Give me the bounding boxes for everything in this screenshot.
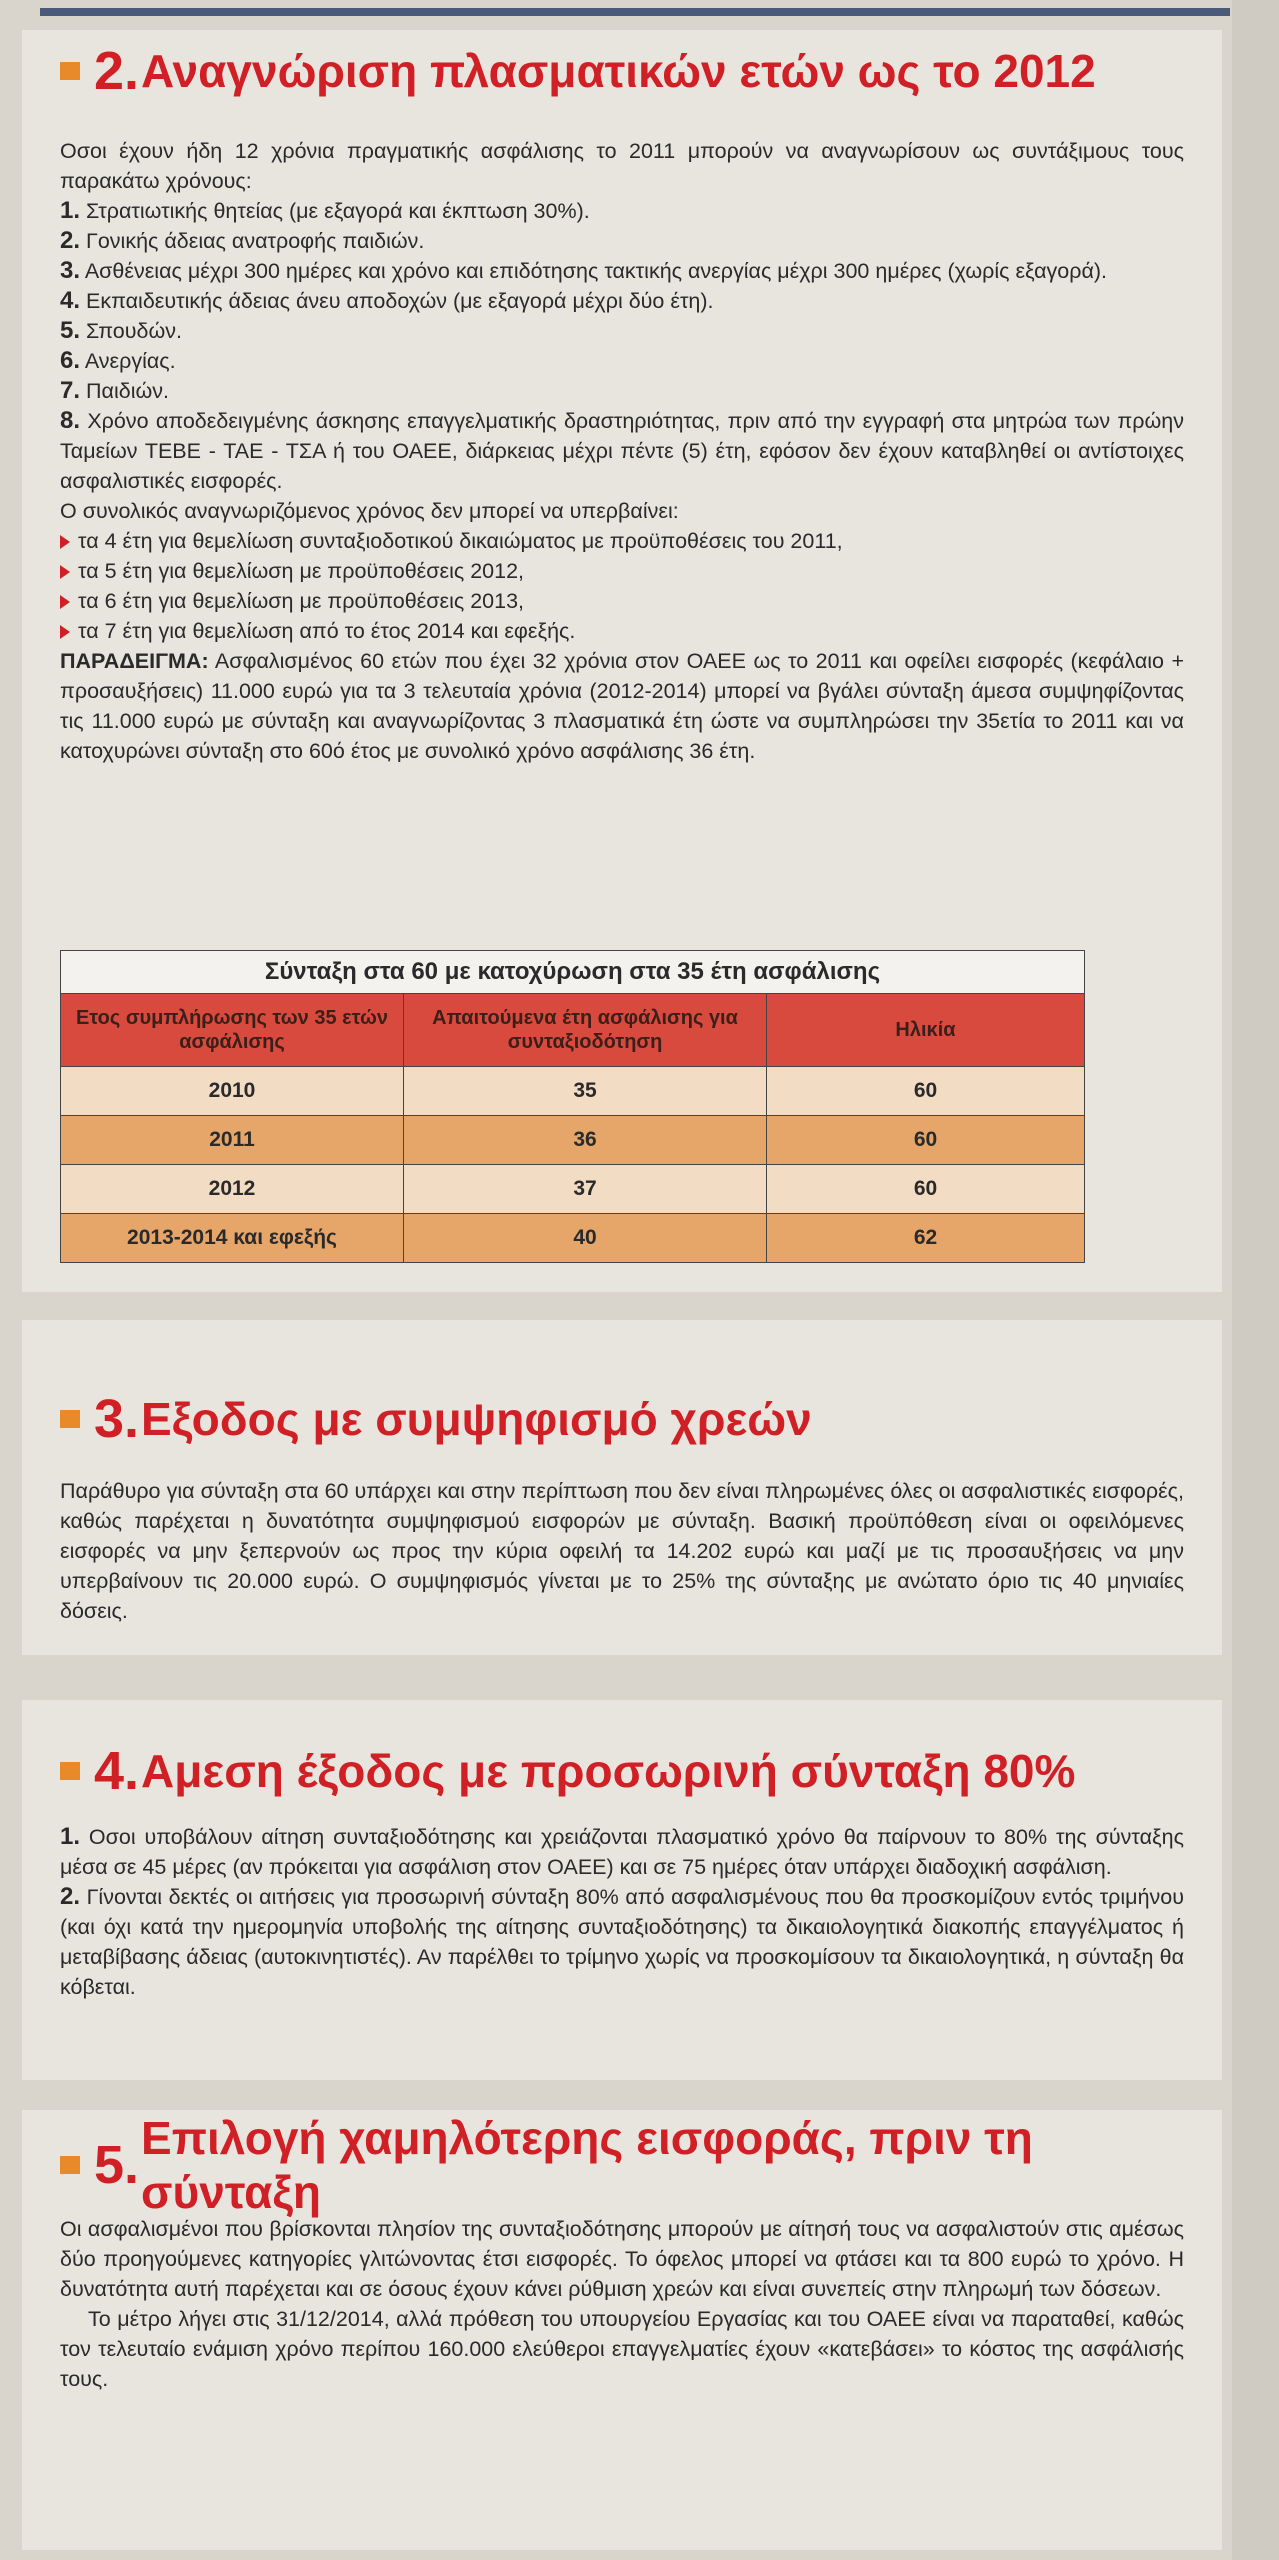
bullet-triangle-icon bbox=[60, 565, 70, 579]
limit-intro: Ο συνολικός αναγνωριζόμενος χρόνος δεν μπορεί να υπερβαίνει: bbox=[60, 499, 679, 523]
intro: Οσοι έχουν ήδη 12 χρόνια πραγματικής ασφάλισης το 2011 μπορούν να αναγνωρίσουν ως συντάξιμους τους παρακάτω χρόνους: bbox=[60, 139, 1184, 193]
section-number: 5. bbox=[94, 2135, 140, 2195]
example: ΠΑΡΑΔΕΙΓΜΑ: Ασφαλισμένος 60 ετών που έχει 32 χρόνια στον ΟΑΕΕ ως το 2011 και οφείλει εισφορές (κεφάλαιο + προσαυξήσεις) 11.000 ευρώ για τα 3 τελευταία χρόνια (2012-2014) μπορεί να βγάλει σύνταξη άμεσα συμψηφίζοντας τις 11.000 ευρώ με σύνταξη και αναγνωρίζοντας 3 πλασματικά έτη ώστε να συμπληρώσει την 35ετία το 2011 και να κατοχυρώνει σύνταξη στο 60ό έτος με συνολικό χρόνο ασφάλισης 36 έτη. bbox=[60, 649, 1184, 763]
list-item: 5. Σπουδών. bbox=[60, 317, 182, 344]
top-rule bbox=[40, 8, 1230, 16]
section-4-heading bbox=[60, 1736, 1184, 1806]
paragraph: Παράθυρο για σύνταξη στα 60 υπάρχει και στην περίπτωση που δεν είναι πληρωμένες όλες οι ασφαλιστικές εισφορές, καθώς παρέχεται η δυνατότητα συμψηφισμού εισφορών με σύνταξη. Βασική προϋπόθεση είναι οι οφειλόμενες εισφορές να μην ξεπερνούν ως προς την κύρια οφειλή τα 14.202 ευρώ και μαζί με τις προσαυξήσεις να μην υπερβαίνουν τις 20.000 ευρώ. Ο συμψηφισμός γίνεται με το 25% της σύνταξης με ανώτατο όριο τις 40 μηνιαίες δόσεις. bbox=[60, 1479, 1184, 1623]
table-header: Ετος συμπλήρωσης των 35 ετών ασφάλισης bbox=[61, 994, 404, 1067]
limit-item: τα 5 έτη για θεμελίωση με προϋποθέσεις 2012, bbox=[60, 556, 1184, 586]
list-item: 3. Ασθένειας μέχρι 300 ημέρες και χρόνο και επιδότησης τακτικής ανεργίας μέχρι 300 ημέρες (χωρίς εξαγορά). bbox=[60, 257, 1108, 284]
section-number: 4. bbox=[94, 1741, 140, 1801]
section-4 bbox=[22, 1700, 1222, 2080]
section-2 bbox=[22, 30, 1222, 1292]
table-row: 2010 35 60 bbox=[61, 1067, 1085, 1116]
bullet-triangle-icon bbox=[60, 535, 70, 549]
table-header: Απαιτούμενα έτη ασφάλισης για συνταξιοδότηση bbox=[404, 994, 767, 1067]
section-number: 2. bbox=[94, 41, 140, 101]
orange-square-icon bbox=[60, 2156, 80, 2174]
list-item: 2. Γονικής άδειας ανατροφής παιδιών. bbox=[60, 227, 425, 254]
bullet-triangle-icon bbox=[60, 595, 70, 609]
section-5 bbox=[22, 2110, 1222, 2550]
section-3-heading bbox=[60, 1384, 1184, 1454]
orange-square-icon bbox=[60, 62, 80, 80]
section-5-body bbox=[60, 2214, 1184, 2394]
section-3 bbox=[22, 1320, 1222, 1655]
table-header: Ηλικία bbox=[767, 994, 1085, 1067]
bullet-triangle-icon bbox=[60, 625, 70, 639]
paragraph: Οι ασφαλισμένοι που βρίσκονται πλησίον της συνταξιοδότησης μπορούν με αίτησή τους να ασφαλιστούν στις αμέσως δύο προηγούμενες κατηγορίες γλιτώνοντας έτσι εισφορές. Το όφελος μπορεί να φτάσει και τα 800 ευρώ το χρόνο. Η δυνατότητα αυτή παρέχεται και σε όσους έχουν κάνει ρύθμιση χρεών και είναι συνεπείς στην πληρωμή των δόσεων. bbox=[60, 2217, 1184, 2301]
section-title: Εξοδος με συμψηφισμό χρεών bbox=[141, 1393, 812, 1445]
section-number: 3. bbox=[94, 1389, 140, 1449]
section-5-heading bbox=[60, 2112, 1184, 2218]
table-title: Σύνταξη στα 60 με κατοχύρωση στα 35 έτη ασφάλισης bbox=[61, 951, 1085, 994]
section-2-heading bbox=[60, 32, 1184, 110]
orange-square-icon bbox=[60, 1410, 80, 1428]
section-title: Επιλογή χαμηλότερης εισφοράς, πριν τη σύνταξη bbox=[141, 2112, 1033, 2218]
section-4-body bbox=[60, 1822, 1184, 2002]
section-title: Αμεση έξοδος με προσωρινή σύνταξη 80% bbox=[141, 1745, 1076, 1797]
list-item: 2. Γίνονται δεκτές οι αιτήσεις για προσωρινή σύνταξη 80% από ασφαλισμένους που θα προσκομίζουν εντός τριμήνου (και όχι κατά την ημερομηνία υποβολής της αίτησης συνταξιοδότησης) τα δικαιολογητικά διακοπής επαγγέλματος ή μεταβίβασης άδειας (αυτοκινητιστές). Αν παρέλθει το τρίμηνο χωρίς να προσκομίσουν τα δικαιολογητικά, η σύνταξη θα κόβεται. bbox=[60, 1883, 1184, 1999]
list-item: 1. Στρατιωτικής θητείας (με εξαγορά και έκπτωση 30%). bbox=[60, 197, 590, 224]
orange-square-icon bbox=[60, 1762, 80, 1780]
paragraph: Το μέτρο λήγει στις 31/12/2014, αλλά πρόθεση του υπουργείου Εργασίας και του ΟΑΕΕ είναι να παραταθεί, καθώς τον τελευταίο ενάμιση χρόνο περίπου 160.000 ελεύθεροι επαγγελματίες έχουν «κατεβάσει» το κόστος της ασφάλισής τους. bbox=[60, 2307, 1184, 2391]
table-row: 2011 36 60 bbox=[61, 1116, 1085, 1165]
table-row: 2013-2014 και εφεξής 40 62 bbox=[61, 1214, 1085, 1263]
section-3-body bbox=[60, 1476, 1184, 1626]
list-item: 1. Οσοι υποβάλουν αίτηση συνταξιοδότησης και χρειάζονται πλασματικό χρόνο θα παίρνουν το 80% της σύνταξης μέσα σε 45 μέρες (αν πρόκειται για ασφάλιση στον ΟΑΕΕ) και σε 75 ημέρες όταν υπάρχει διαδοχική ασφάλιση. bbox=[60, 1823, 1184, 1879]
table-row: 2012 37 60 bbox=[61, 1165, 1085, 1214]
section-title: Αναγνώριση πλασματικών ετών ως το 2012 bbox=[141, 45, 1096, 97]
section-2-body bbox=[60, 136, 1184, 766]
list-item: 6. Ανεργίας. bbox=[60, 347, 176, 374]
list-item: 8. Χρόνο αποδεδειγμένης άσκησης επαγγελματικής δραστηριότητας, πριν από την εγγραφή στα μητρώα των πρώην Ταμείων ΤΕΒΕ - ΤΑΕ - ΤΣΑ ή του ΟΑΕΕ, διάρκειας μέχρι πέντε (5) έτη, εφόσον δεν έχουν καταβληθεί οι αντίστοιχες ασφαλιστικές εισφορές. bbox=[60, 407, 1184, 493]
limit-item: τα 6 έτη για θεμελίωση με προϋποθέσεις 2013, bbox=[60, 586, 1184, 616]
adjacent-page-edge bbox=[1232, 0, 1279, 2560]
pension-table bbox=[60, 950, 1085, 1263]
list-item: 7. Παιδιών. bbox=[60, 377, 169, 404]
limit-item: τα 7 έτη για θεμελίωση από το έτος 2014 και εφεξής. bbox=[60, 616, 1184, 646]
limit-item: τα 4 έτη για θεμελίωση συνταξιοδοτικού δικαιώματος με προϋποθέσεις του 2011, bbox=[60, 526, 1184, 556]
list-item: 4. Εκπαιδευτικής άδειας άνευ αποδοχών (με εξαγορά μέχρι δύο έτη). bbox=[60, 287, 714, 314]
